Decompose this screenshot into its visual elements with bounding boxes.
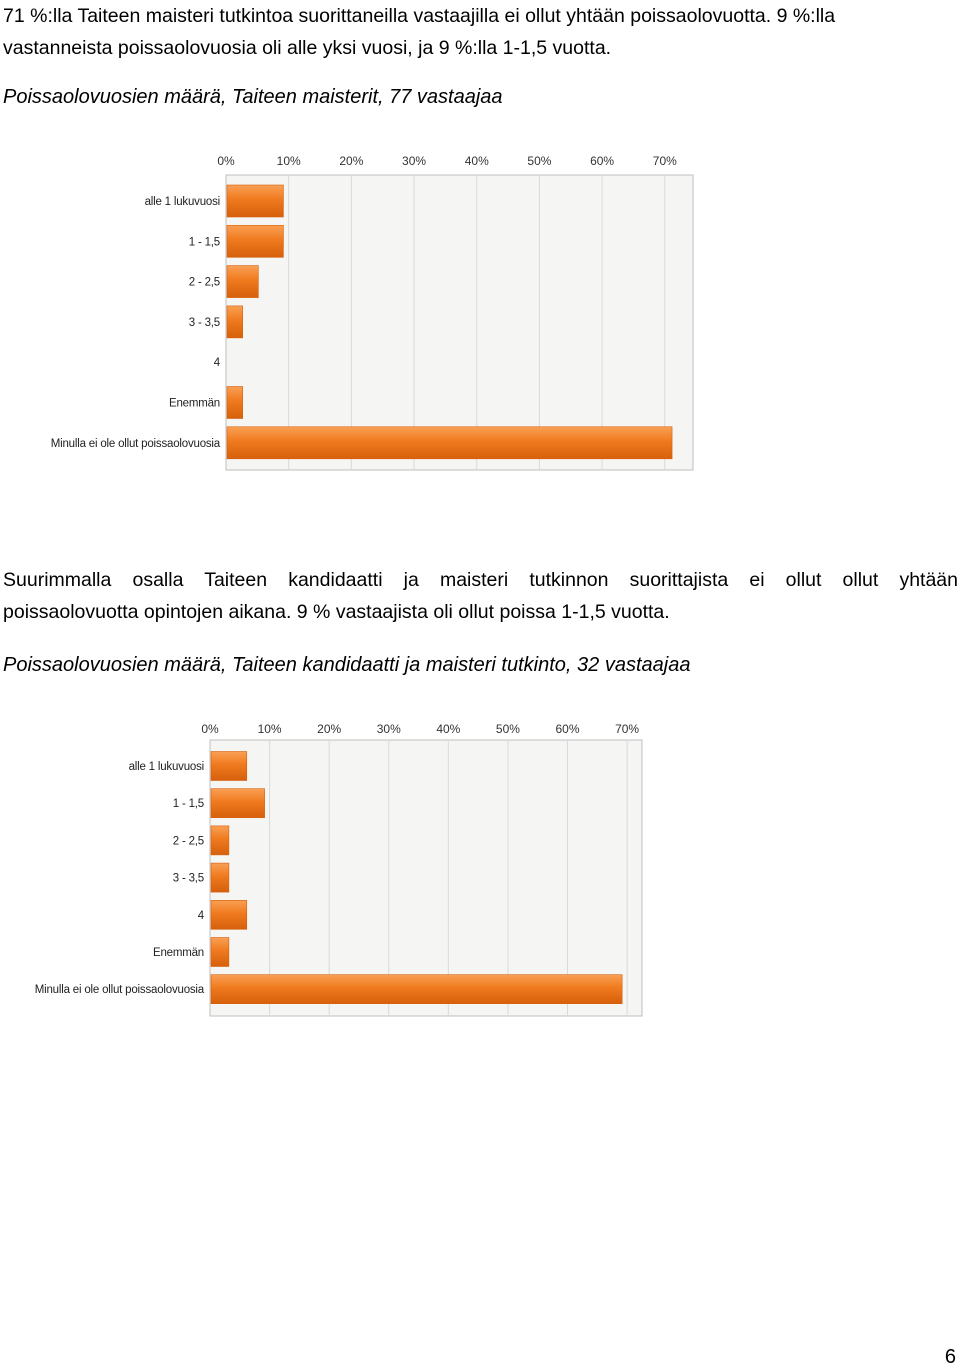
chart-2-svg — [0, 718, 720, 1028]
bar — [227, 306, 243, 338]
bar — [211, 975, 622, 1004]
x-tick-label: 40% — [436, 722, 461, 736]
category-label: Minulla ei ole ollut poissaolovuosia — [50, 437, 220, 450]
page-number: 6 — [944, 1346, 956, 1368]
x-tick-label: 20% — [317, 722, 342, 736]
category-label: 3 - 3,5 — [188, 316, 220, 329]
chart-1-caption: Poissaolovuosien määrä, Taiteen maisterit, 77 vastaajaa — [3, 86, 503, 108]
x-tick-label: 60% — [590, 154, 615, 168]
bar — [227, 185, 283, 217]
category-label: Minulla ei ole ollut poissaolovuosia — [34, 984, 204, 997]
x-tick-label: 60% — [555, 722, 580, 736]
second-line-2: poissaolovuotta opintojen aikana. 9 % vastaajista oli ollut poissa 1-1,5 vuotta. — [3, 601, 670, 623]
bar — [211, 789, 265, 818]
plot-area — [226, 175, 693, 470]
x-tick-label: 30% — [376, 722, 401, 736]
x-tick-label: 10% — [276, 154, 301, 168]
bar — [211, 752, 247, 781]
second-paragraph — [3, 564, 958, 628]
category-label: 1 - 1,5 — [188, 236, 220, 249]
intro-paragraph — [3, 0, 958, 64]
x-tick-label: 40% — [464, 154, 489, 168]
category-label: 4 — [213, 357, 220, 370]
category-label: alle 1 lukuvuosi — [144, 196, 220, 208]
intro-line-2: vastanneista poissaolovuosia oli alle yksi vuosi, ja 9 %:lla 1-1,5 vuotta. — [3, 37, 612, 59]
x-tick-label: 30% — [402, 154, 427, 168]
intro-line-1: 71 %:lla Taiteen maisteri tutkintoa suorittaneilla vastaajilla ei ollut yhtään poissaolovuotta. 9 %:lla — [3, 5, 836, 27]
category-label: 2 - 2,5 — [172, 835, 204, 848]
category-label: 1 - 1,5 — [172, 798, 204, 811]
x-tick-label: 50% — [495, 722, 520, 736]
category-label: Enemmän — [168, 397, 220, 410]
x-tick-label: 70% — [652, 154, 677, 168]
bar — [227, 387, 243, 419]
x-tick-label: 0% — [217, 154, 235, 168]
bar — [227, 427, 672, 459]
bar — [211, 863, 229, 892]
category-label: 3 - 3,5 — [172, 872, 204, 885]
x-tick-label: 70% — [615, 722, 640, 736]
bar — [211, 938, 229, 967]
bar — [227, 225, 283, 257]
chart-2-caption: Poissaolovuosien määrä, Taiteen kandidaatti ja maisteri tutkinto, 32 vastaajaa — [3, 654, 691, 676]
bar — [227, 266, 258, 298]
x-tick-label: 10% — [257, 722, 282, 736]
second-line-1: Suurimmalla osalla Taiteen kandidaatti ja maisteri tutkinnon suorittajista ei ollut ollut yhtään — [3, 569, 958, 591]
category-label: alle 1 lukuvuosi — [128, 761, 204, 773]
chart-1-svg — [0, 150, 720, 480]
chart-1 — [0, 150, 720, 480]
bar — [211, 900, 247, 929]
category-label: 4 — [197, 909, 204, 922]
chart-2 — [0, 718, 720, 1028]
x-tick-label: 0% — [201, 722, 219, 736]
category-label: Enemmän — [152, 947, 204, 959]
bar — [211, 826, 229, 855]
x-tick-label: 20% — [339, 154, 364, 168]
x-tick-label: 50% — [527, 154, 552, 168]
category-label: 2 - 2,5 — [188, 276, 220, 289]
